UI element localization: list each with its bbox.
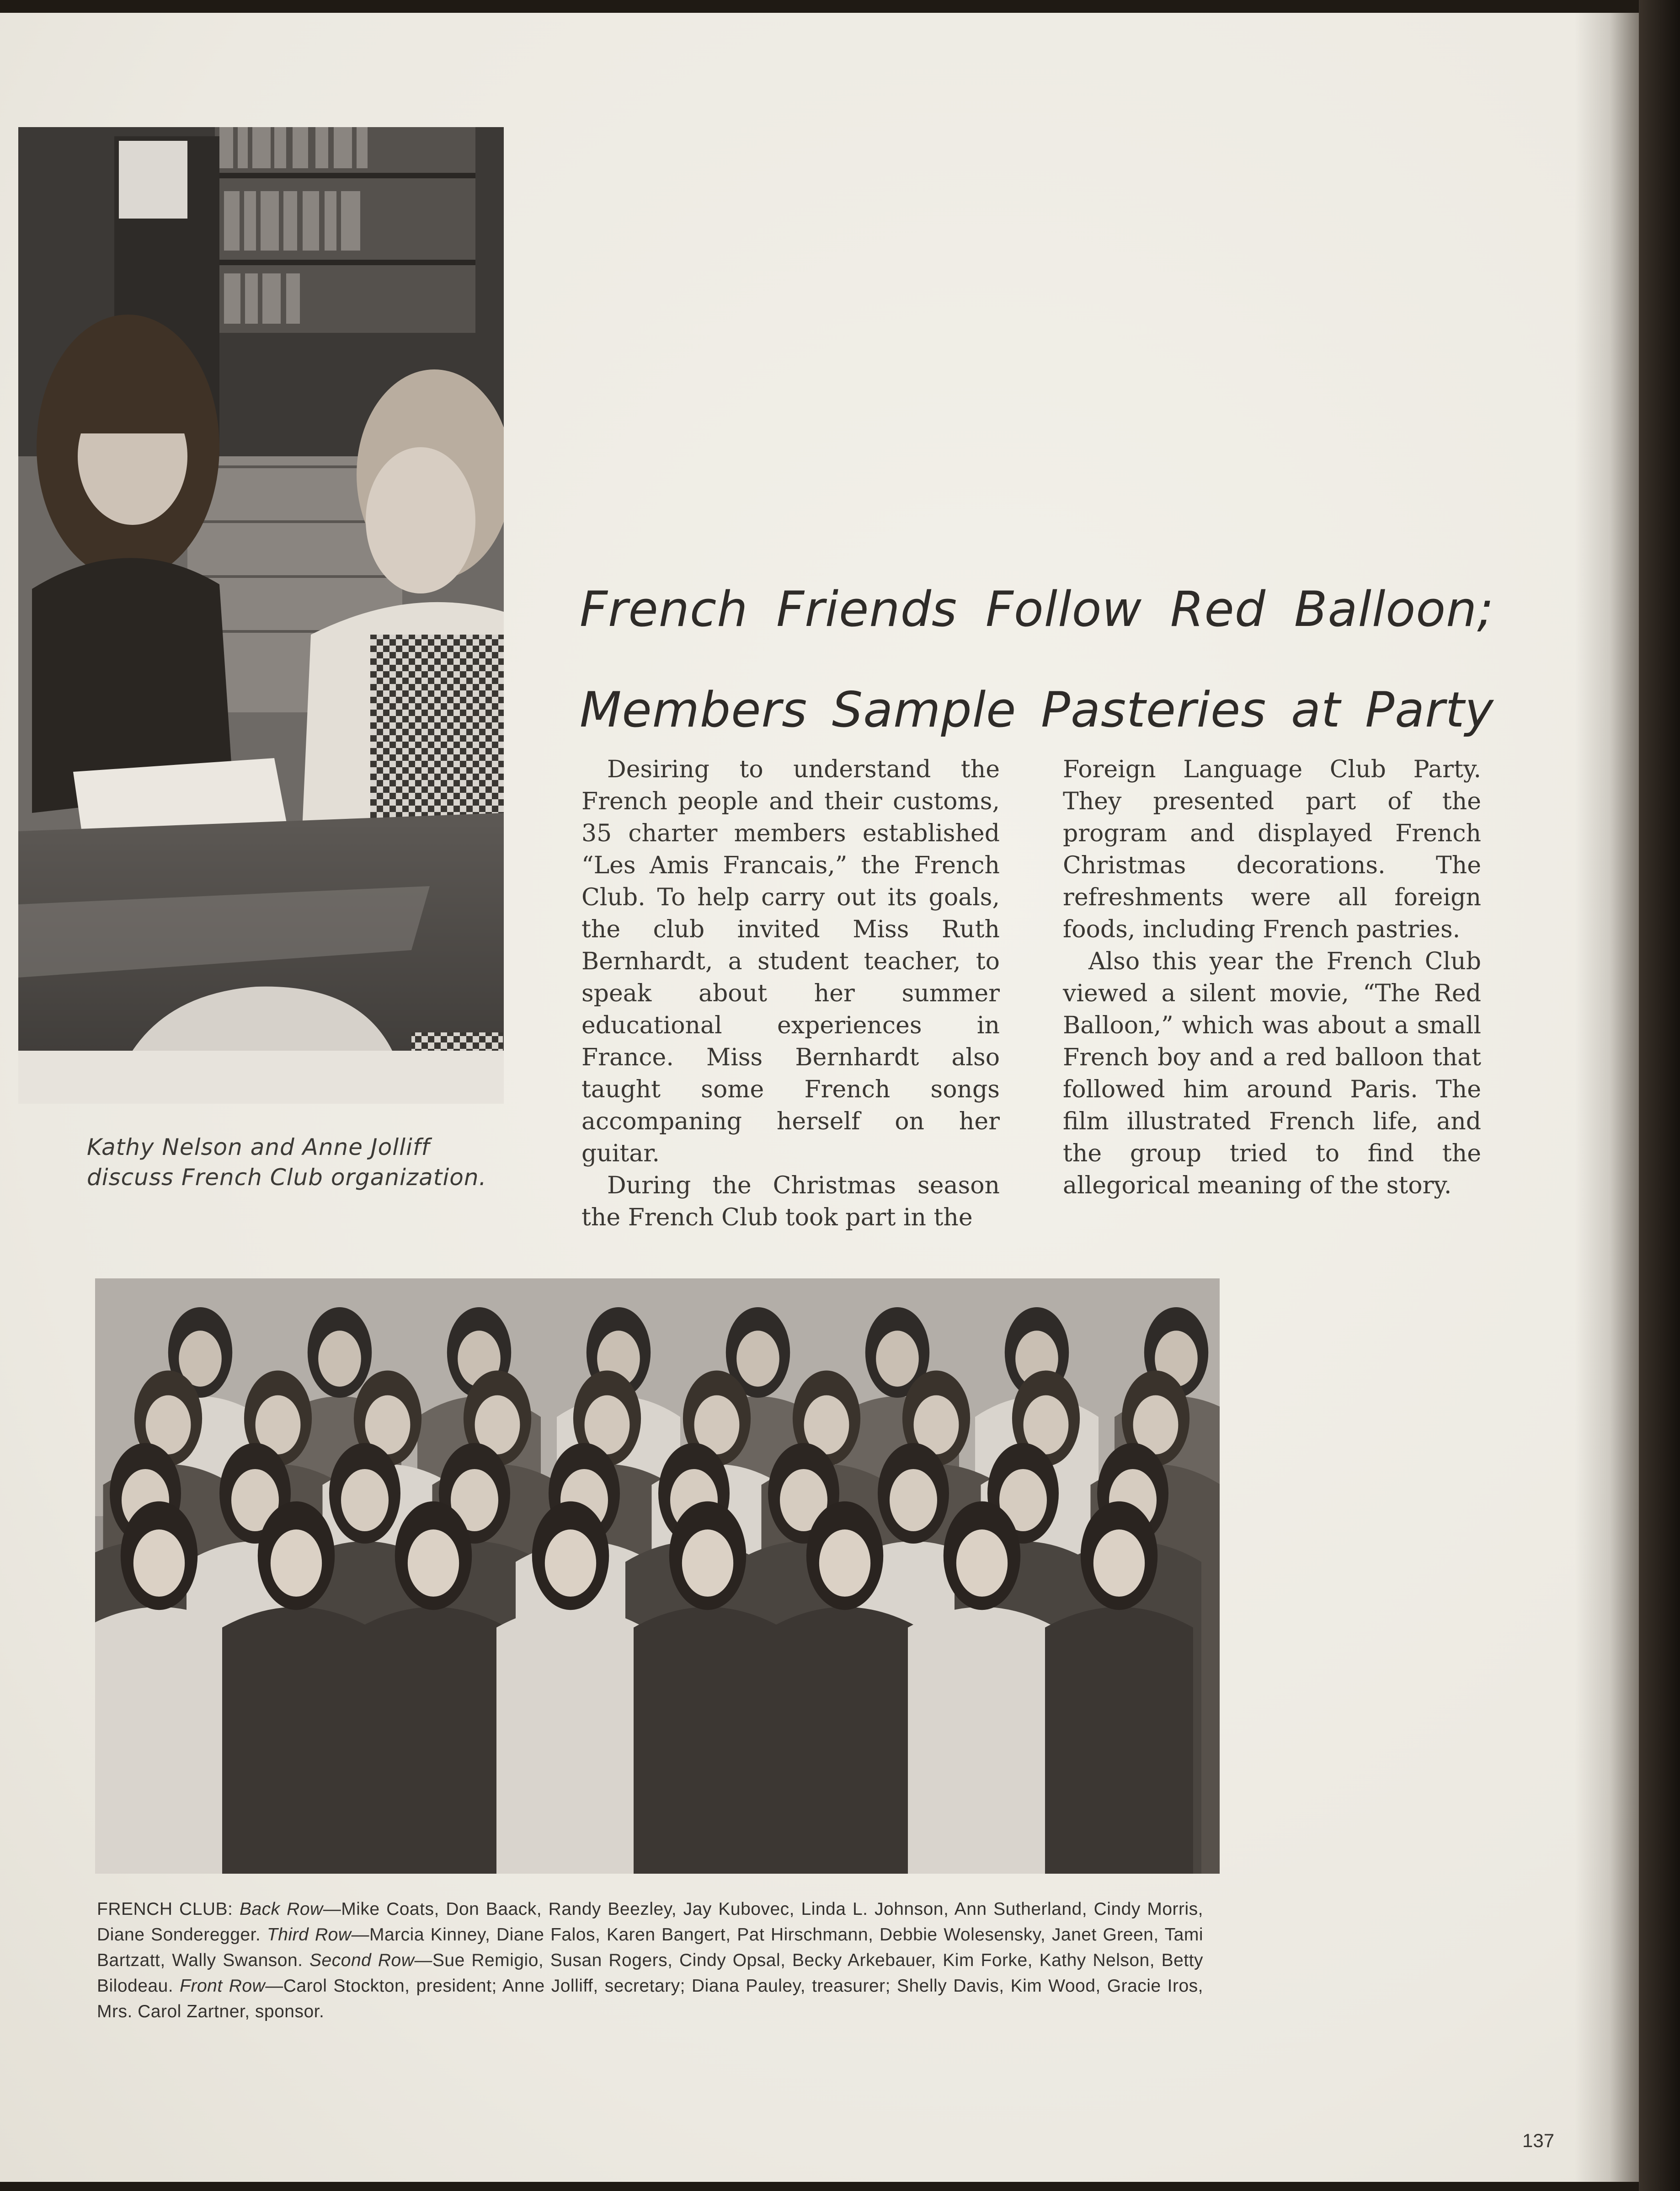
back-row-label: Back Row [239, 1899, 323, 1919]
person-face-shape [271, 1529, 322, 1597]
headline-line-2: Members Sample Pasteries at Party [580, 682, 1494, 738]
photo-caption: Kathy Nelson and Anne Jolliff discuss French Club organization. [87, 1134, 487, 1191]
back-row-names: —Mike Coats, Don Baack, Randy Beezley, Jay Kubovec, Linda L. Johnson, Ann Sutherland, Cindy Morris, Diane Sonderegger. [97, 1899, 1204, 1945]
person-face-shape [682, 1529, 733, 1597]
person-face-shape [318, 1331, 361, 1386]
person-face-shape [890, 1469, 937, 1531]
person-body-shape [771, 1607, 919, 1874]
person-body-shape [95, 1607, 233, 1874]
person-body-shape [1045, 1607, 1193, 1874]
person-body-shape [359, 1607, 507, 1874]
caption-label: FRENCH CLUB: [97, 1899, 233, 1919]
body-paragraph: Desiring to understand the French people and their customs, 35 charter members established “Les Amis Francais,” the French Club. To help carry out its goals, the club invited Miss Ruth Bernhardt, a student teacher, to speak about her summer educational experiences in France. Miss Bernhardt also taught some French songs accompaning herself on her guitar. [581, 756, 1000, 1167]
second-row-names: —Sue Remigio, Susan Rogers, Cindy Opsal, Becky Arkebauer, Kim Forke, Kathy Nelson, Betty Bilodeau. [97, 1951, 1203, 1996]
person-face-shape [956, 1529, 1008, 1597]
front-row-names: —Carol Stockton, president; Anne Jolliff, secretary; Diana Pauley, treasurer; Shelly Davis, Kim Wood, Gracie Iros, Mrs. Carol Zartner, sponsor. [97, 1976, 1203, 2021]
body-paragraph: During the Christmas season the French Club took part in the [581, 1172, 1000, 1231]
article-headline [580, 559, 1494, 760]
body-column-right [1063, 753, 1481, 1202]
third-row-names: —Marcia Kinney, Diane Falos, Karen Bangert, Pat Hirschmann, Debbie Wolesensky, Janet Green, Tami Bartzatt, Wally Swanson. [97, 1925, 1203, 1970]
library-photo [18, 127, 504, 1104]
person-face-shape [736, 1331, 779, 1386]
french-club-group-photo [95, 1278, 1220, 1874]
person-face-shape [876, 1331, 919, 1386]
page-sheet [0, 13, 1639, 2182]
person-body-shape [908, 1607, 1056, 1874]
person-body-shape [634, 1607, 782, 1874]
group-photo-caption [97, 1897, 1203, 2025]
front-row-label: Front Row [180, 1976, 266, 1996]
body-paragraph: Foreign Language Club Party. They presented part of the program and displayed French Christmas decorations. The refreshments were all foreign foods, including French pastries. [1063, 756, 1481, 943]
third-row-label: Third Row [267, 1925, 352, 1945]
headline-line-1: French Friends Follow Red Balloon; [580, 581, 1494, 637]
book-edge [1639, 0, 1680, 2191]
body-column-left [581, 753, 1000, 1234]
person-body-shape [222, 1607, 370, 1874]
person-face-shape [1093, 1529, 1145, 1597]
second-row-label: Second Row [309, 1951, 415, 1970]
person-face-shape [819, 1529, 870, 1597]
page-number: 137 [1522, 2130, 1555, 2151]
person-face-shape [341, 1469, 389, 1531]
person-face-shape [408, 1529, 459, 1597]
binding-shadow [1575, 13, 1639, 2182]
person-face-shape [545, 1529, 596, 1597]
body-paragraph: Also this year the French Club viewed a silent movie, “The Red Balloon,” which was about a small French boy and a red balloon that followed him around Paris. The film illustrated French life, and the group tried to find the allegorical meaning of the story. [1063, 948, 1481, 1199]
person-face-shape [133, 1529, 185, 1597]
person-body-shape [496, 1607, 645, 1874]
